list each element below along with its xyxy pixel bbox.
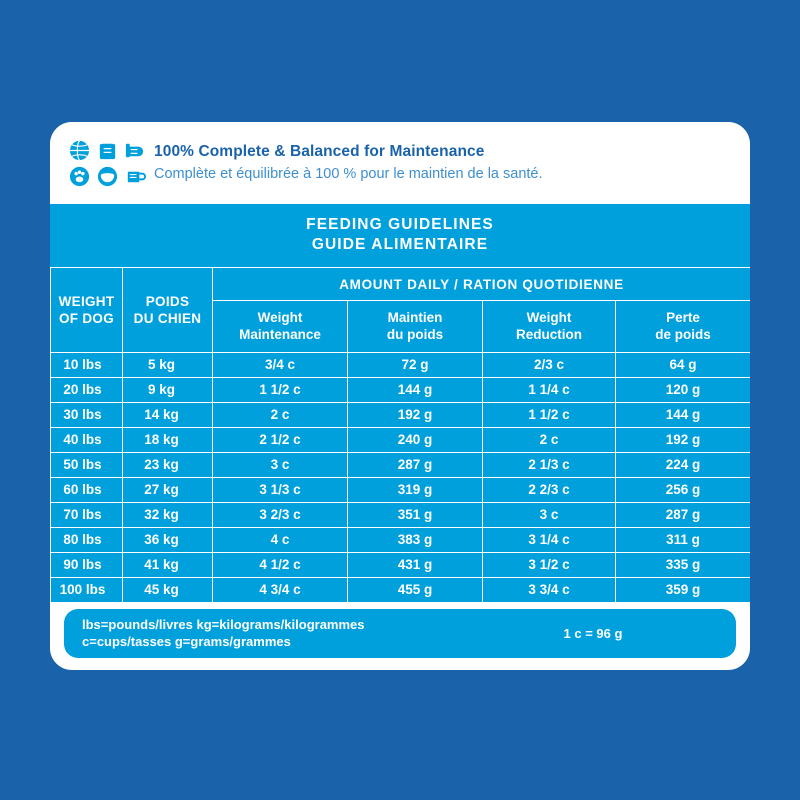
- table-row: [51, 353, 751, 378]
- cell-lbs: 60 lbs: [51, 478, 123, 503]
- cell-wm-grams: 192 g: [348, 403, 483, 428]
- header-weight-of-dog: [51, 268, 123, 353]
- header-weight-maintenance: [213, 301, 348, 353]
- table-row: [51, 403, 751, 428]
- cell-wm-cups: 4 c: [213, 528, 348, 553]
- feeding-guidelines-table: [50, 267, 750, 603]
- cell-wr-cups: 2 2/3 c: [483, 478, 616, 503]
- header-mp-line1: Maintien: [387, 310, 443, 325]
- header-text-block: [154, 142, 543, 185]
- cell-wr-grams: 144 g: [616, 403, 751, 428]
- scoop-icon: [124, 139, 147, 162]
- cell-wr-cups: 3 1/4 c: [483, 528, 616, 553]
- cell-wr-cups: 1 1/4 c: [483, 378, 616, 403]
- header-wm-line1: Weight: [257, 310, 303, 325]
- table-row: [51, 478, 751, 503]
- footnote-legend: [82, 616, 468, 650]
- cell-wm-grams: 431 g: [348, 553, 483, 578]
- cell-wm-cups: 4 3/4 c: [213, 578, 348, 603]
- cell-wm-grams: 351 g: [348, 503, 483, 528]
- cell-lbs: 40 lbs: [51, 428, 123, 453]
- cell-kg: 18 kg: [123, 428, 213, 453]
- feeding-guidelines-title: [50, 204, 750, 267]
- cell-wm-cups: 3 1/3 c: [213, 478, 348, 503]
- cell-lbs: 80 lbs: [51, 528, 123, 553]
- header-wm-line2: Maintenance: [239, 327, 321, 342]
- header-maintien-du-poids: [348, 301, 483, 353]
- feeding-guidelines-panel: [50, 122, 750, 670]
- panel-header: [50, 122, 750, 204]
- cell-wr-grams: 359 g: [616, 578, 751, 603]
- cell-wm-cups: 2 c: [213, 403, 348, 428]
- cell-wm-grams: 455 g: [348, 578, 483, 603]
- cell-wr-cups: 2 c: [483, 428, 616, 453]
- cell-wm-cups: 4 1/2 c: [213, 553, 348, 578]
- table-row: [51, 578, 751, 603]
- footnote-line1: lbs=pounds/livres kg=kilograms/kilogrammes: [82, 617, 365, 632]
- cell-lbs: 50 lbs: [51, 453, 123, 478]
- header-poids-line1: POIDS: [145, 294, 190, 309]
- cell-kg: 32 kg: [123, 503, 213, 528]
- cell-lbs: 100 lbs: [51, 578, 123, 603]
- header-poids-line2: DU CHIEN: [133, 311, 202, 326]
- cell-wm-grams: 240 g: [348, 428, 483, 453]
- paw-icon: [68, 165, 91, 188]
- header-title-en: 100% Complete & Balanced for Maintenance: [154, 142, 485, 160]
- cell-wm-cups: 2 1/2 c: [213, 428, 348, 453]
- table-row: [51, 503, 751, 528]
- cell-wr-grams: 287 g: [616, 503, 751, 528]
- cell-wm-grams: 72 g: [348, 353, 483, 378]
- header-pp-line2: de poids: [655, 327, 711, 342]
- cell-wr-cups: 3 3/4 c: [483, 578, 616, 603]
- cell-lbs: 90 lbs: [51, 553, 123, 578]
- footnote-bar: [64, 609, 736, 658]
- header-amount-daily: AMOUNT DAILY / RATION QUOTIDIENNE: [213, 268, 751, 301]
- cell-wm-grams: 319 g: [348, 478, 483, 503]
- cell-wr-grams: 224 g: [616, 453, 751, 478]
- cell-wr-cups: 2/3 c: [483, 353, 616, 378]
- header-perte-de-poids: [616, 301, 751, 353]
- cell-wr-cups: 1 1/2 c: [483, 403, 616, 428]
- table-body: [51, 353, 751, 603]
- title-english: FEEDING GUIDELINES: [306, 216, 494, 233]
- cell-kg: 41 kg: [123, 553, 213, 578]
- cell-wr-grams: 120 g: [616, 378, 751, 403]
- header-pp-line1: Perte: [666, 310, 700, 325]
- cell-wm-grams: 383 g: [348, 528, 483, 553]
- cell-wm-grams: 287 g: [348, 453, 483, 478]
- cell-wr-cups: 3 c: [483, 503, 616, 528]
- title-french: GUIDE ALIMENTAIRE: [311, 236, 489, 253]
- cell-kg: 14 kg: [123, 403, 213, 428]
- cell-wm-cups: 3 c: [213, 453, 348, 478]
- cell-kg: 5 kg: [123, 353, 213, 378]
- food-bag-icon: [96, 139, 119, 162]
- table-row: [51, 428, 751, 453]
- header-mp-line2: du poids: [386, 327, 444, 342]
- header-weight-line1: WEIGHT: [58, 294, 115, 309]
- header-wr-line2: Reduction: [516, 327, 582, 342]
- cell-wr-grams: 64 g: [616, 353, 751, 378]
- cell-wr-cups: 3 1/2 c: [483, 553, 616, 578]
- cell-lbs: 10 lbs: [51, 353, 123, 378]
- footnote-area: [50, 603, 750, 670]
- footnote-line2: c=cups/tasses g=grams/grammes: [82, 634, 291, 649]
- header-weight-reduction: [483, 301, 616, 353]
- cell-wr-grams: 311 g: [616, 528, 751, 553]
- header-weight-line2: OF DOG: [58, 311, 115, 326]
- table-row: [51, 528, 751, 553]
- header-icon-group: [66, 138, 148, 188]
- cell-wr-cups: 2 1/3 c: [483, 453, 616, 478]
- cell-lbs: 20 lbs: [51, 378, 123, 403]
- table-row: [51, 378, 751, 403]
- table-row: [51, 553, 751, 578]
- table-header-row-1: [51, 268, 751, 301]
- cell-wr-grams: 256 g: [616, 478, 751, 503]
- cell-kg: 45 kg: [123, 578, 213, 603]
- cell-wm-cups: 3/4 c: [213, 353, 348, 378]
- header-title-fr: Complète et équilibrée à 100 % pour le maintien de la santé.: [154, 165, 543, 182]
- cell-kg: 23 kg: [123, 453, 213, 478]
- header-poids-du-chien: [123, 268, 213, 353]
- cell-kg: 27 kg: [123, 478, 213, 503]
- table-row: [51, 453, 751, 478]
- cell-wr-grams: 192 g: [616, 428, 751, 453]
- globe-icon: [68, 139, 91, 162]
- cell-lbs: 30 lbs: [51, 403, 123, 428]
- cell-wm-cups: 1 1/2 c: [213, 378, 348, 403]
- cell-kg: 9 kg: [123, 378, 213, 403]
- bowl-icon: [96, 165, 119, 188]
- footnote-conversion: 1 c = 96 g: [563, 625, 623, 641]
- cell-wm-cups: 3 2/3 c: [213, 503, 348, 528]
- measuring-cup-icon: [124, 165, 147, 188]
- cell-lbs: 70 lbs: [51, 503, 123, 528]
- cell-wm-grams: 144 g: [348, 378, 483, 403]
- cell-kg: 36 kg: [123, 528, 213, 553]
- header-wr-line1: Weight: [526, 310, 572, 325]
- cell-wr-grams: 335 g: [616, 553, 751, 578]
